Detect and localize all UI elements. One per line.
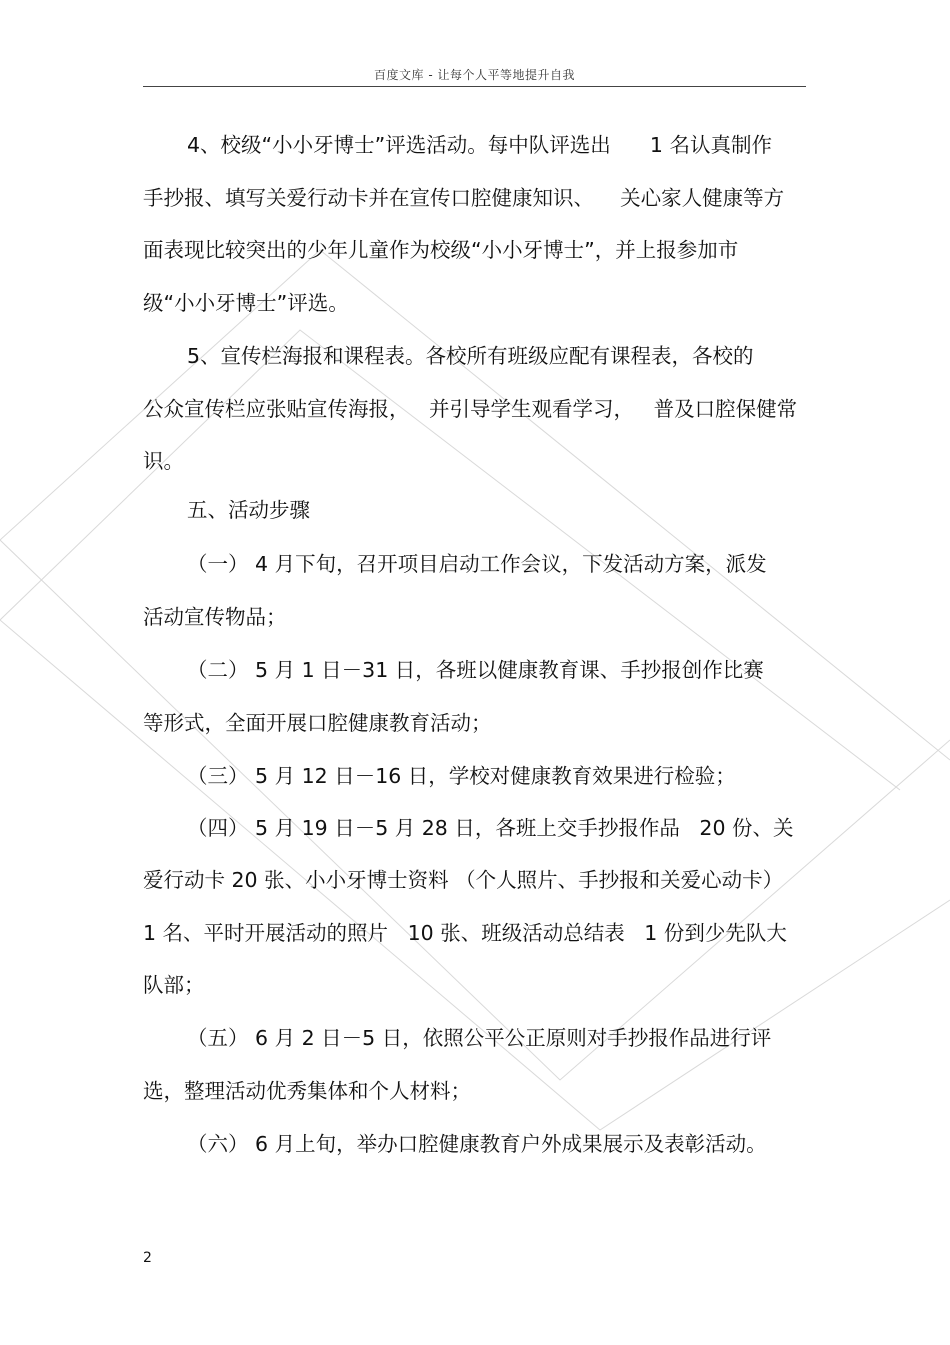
body-line: （一） 4 月下旬，召开项目启动工作会议，下发活动方案，派发 — [187, 552, 767, 576]
body-line: 爱行动卡 20 张、小小牙博士资料 （个人照片、手抄报和关爱心动卡） — [143, 868, 784, 892]
page-number: 2 — [143, 1250, 152, 1266]
body-line: （二） 5 月 1 日－31 日，各班以健康教育课、手抄报创作比赛 — [187, 658, 764, 682]
body-line: （四） 5 月 19 日－5 月 28 日，各班上交手抄报作品 20 份、关 — [187, 816, 794, 840]
body-line: 队部； — [143, 973, 205, 997]
body-line: 选，整理活动优秀集体和个人材料； — [143, 1079, 471, 1103]
body-line: 公众宣传栏应张贴宣传海报， 并引导学生观看学习， 普及口腔保健常 — [143, 397, 798, 421]
body-line: 级“小小牙博士”评选。 — [143, 291, 349, 315]
page-header: 百度文库 - 让每个人平等地提升自我 — [374, 68, 575, 82]
body-line: 4、校级“小小牙博士”评选活动。每中队评选出 1 名认真制作 — [187, 133, 772, 157]
body-line: 识。 — [143, 449, 184, 473]
body-line: 活动宣传物品； — [143, 605, 287, 629]
header-divider — [143, 86, 806, 87]
body-line: （五） 6 月 2 日－5 日，依照公平公正原则对手抄报作品进行评 — [187, 1026, 772, 1050]
body-line: 5、宣传栏海报和课程表。各校所有班级应配有课程表，各校的 — [187, 344, 754, 368]
body-line: 1 名、平时开展活动的照片 10 张、班级活动总结表 1 份到少先队大 — [143, 921, 787, 945]
body-line: （六） 6 月上旬，举办口腔健康教育户外成果展示及表彰活动。 — [187, 1132, 767, 1156]
section-heading: 五、活动步骤 — [187, 498, 310, 522]
body-line: 等形式，全面开展口腔健康教育活动； — [143, 711, 492, 735]
body-line: （三） 5 月 12 日－16 日，学校对健康教育效果进行检验； — [187, 764, 736, 788]
body-line: 面表现比较突出的少年儿童作为校级“小小牙博士”，并上报参加市 — [143, 238, 739, 262]
body-line: 手抄报、填写关爱行动卡并在宣传口腔健康知识、 关心家人健康等方 — [143, 186, 785, 210]
